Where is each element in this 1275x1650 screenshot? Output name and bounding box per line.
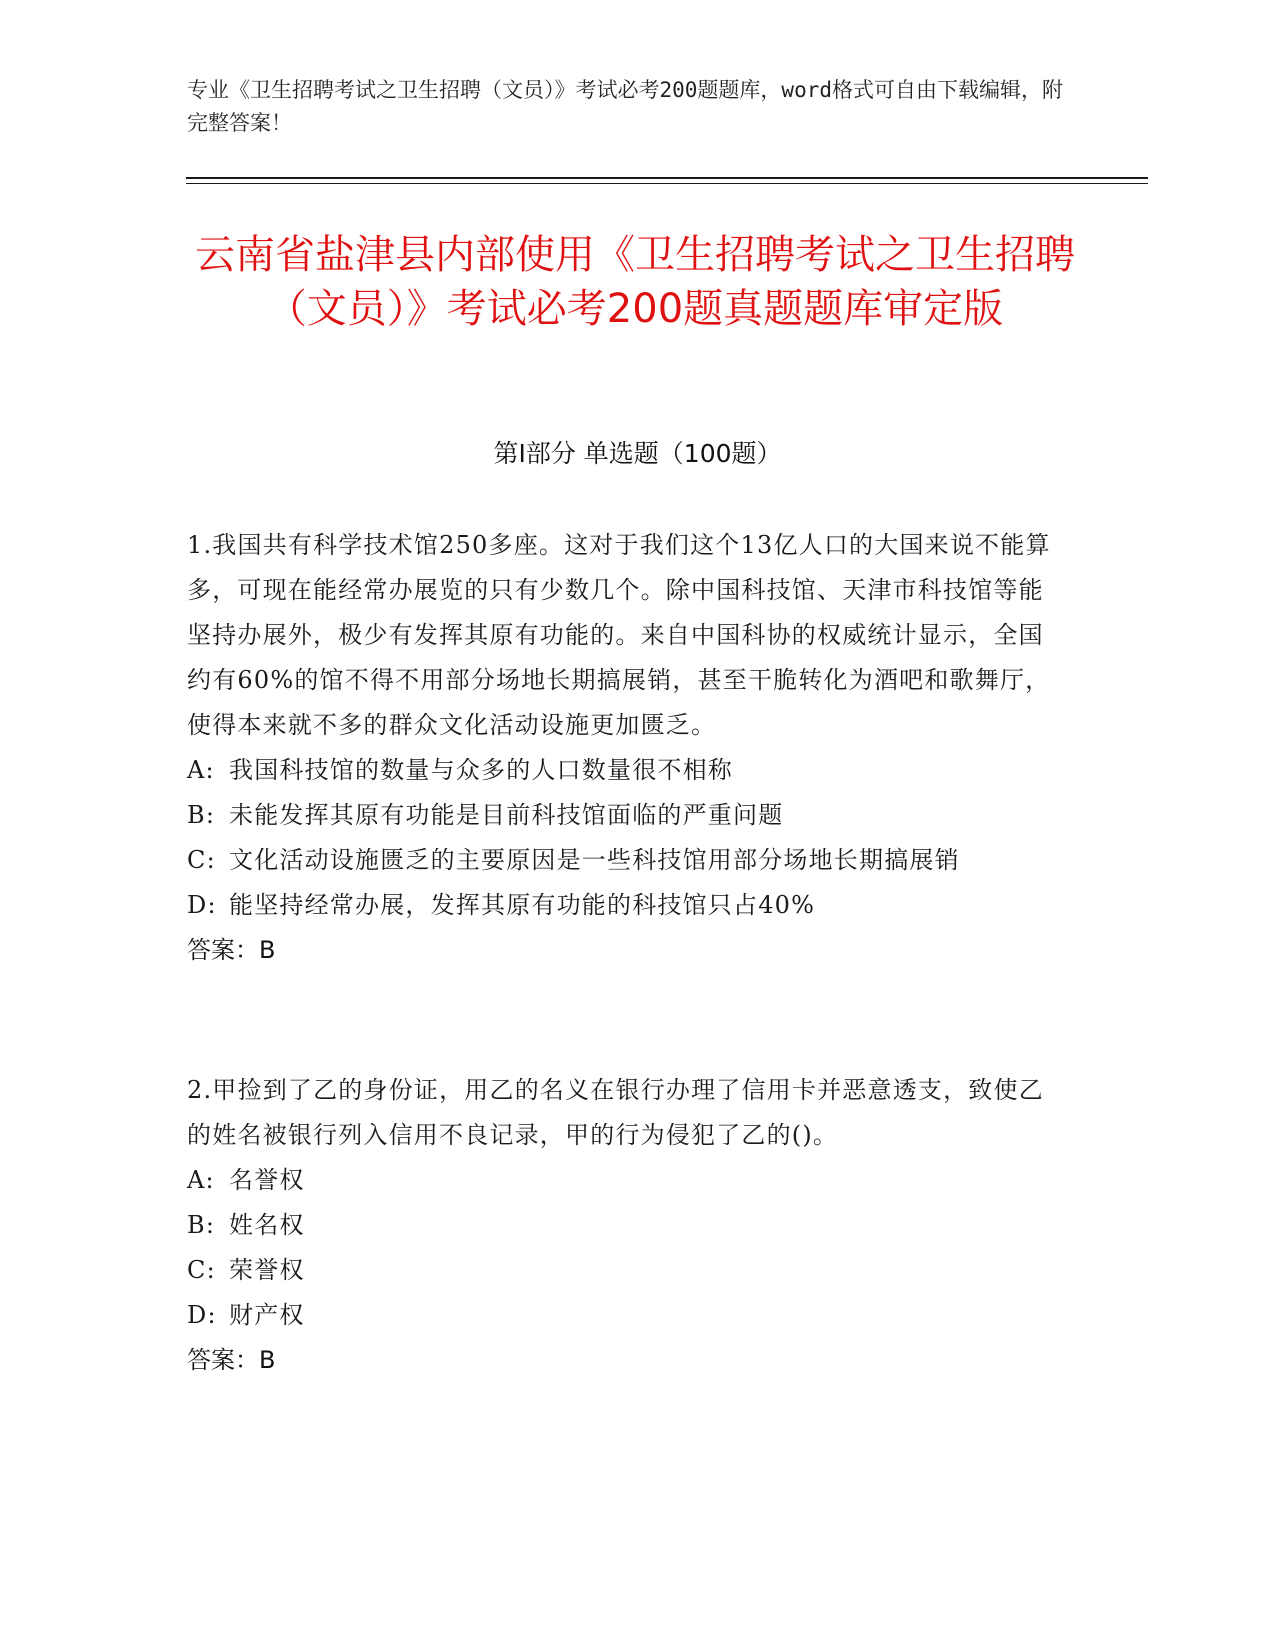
question-stem: 1.我国共有科学技术馆250多座。这对于我们这个13亿人口的大国来说不能算多，可现在能经常办展览的只有少数几个。除中国科技馆、天津市科技馆等能坚持办展外，极少有发挥其原有功能的。来自中国科协的权威统计显示，全国约有60%的馆不得不用部分场地长期搞展销，甚至干脆转化为酒吧和歌舞厅，使得本来就不多的群众文化活动设施更加匮乏。 [187,531,1051,739]
option-c [187,838,1067,883]
option-letter: D: [187,1301,217,1329]
option-d [187,883,1067,928]
header-divider-thin [186,183,1148,184]
header-divider-thick [186,177,1148,179]
option-letter: D: [187,891,217,919]
option-text: 名誉权 [229,1166,305,1194]
option-text: 荣誉权 [229,1256,305,1284]
option-letter: B: [187,801,216,829]
question-2 [187,1068,1067,1383]
option-text: 未能发挥其原有功能是目前科技馆面临的严重问题 [229,801,784,829]
question-1 [187,523,1067,973]
option-letter: A: [187,1166,215,1194]
option-d [187,1293,1067,1338]
section-heading: 第Ⅰ部分 单选题（100题） [493,439,782,468]
option-b [187,1203,1067,1248]
header-note: 专业《卫生招聘考试之卫生招聘（文员）》考试必考200题题库，word格式可自由下载编辑，附完整答案！ [187,78,1063,135]
answer-line: 答案：B [187,1346,276,1374]
option-text: 我国科技馆的数量与众多的人口数量很不相称 [229,756,733,784]
option-text: 能坚持经常办展，发挥其原有功能的科技馆只占40% [229,891,816,919]
question-stem: 2.甲捡到了乙的身份证，用乙的名义在银行办理了信用卡并恶意透支，致使乙的姓名被银行列入信用不良记录，甲的行为侵犯了乙的()。 [187,1076,1044,1149]
option-text: 文化活动设施匮乏的主要原因是一些科技馆用部分场地长期搞展销 [229,846,960,874]
answer-line: 答案：B [187,936,276,964]
document-title: 云南省盐津县内部使用《卫生招聘考试之卫生招聘（文员）》考试必考200题真题题库审定版 [195,232,1075,332]
option-c [187,1248,1067,1293]
option-a [187,1158,1067,1203]
option-letter: B: [187,1211,216,1239]
option-b [187,793,1067,838]
option-letter: C: [187,1256,216,1284]
option-text: 姓名权 [229,1211,305,1239]
option-text: 财产权 [229,1301,305,1329]
option-a [187,748,1067,793]
option-letter: A: [187,756,215,784]
option-letter: C: [187,846,216,874]
